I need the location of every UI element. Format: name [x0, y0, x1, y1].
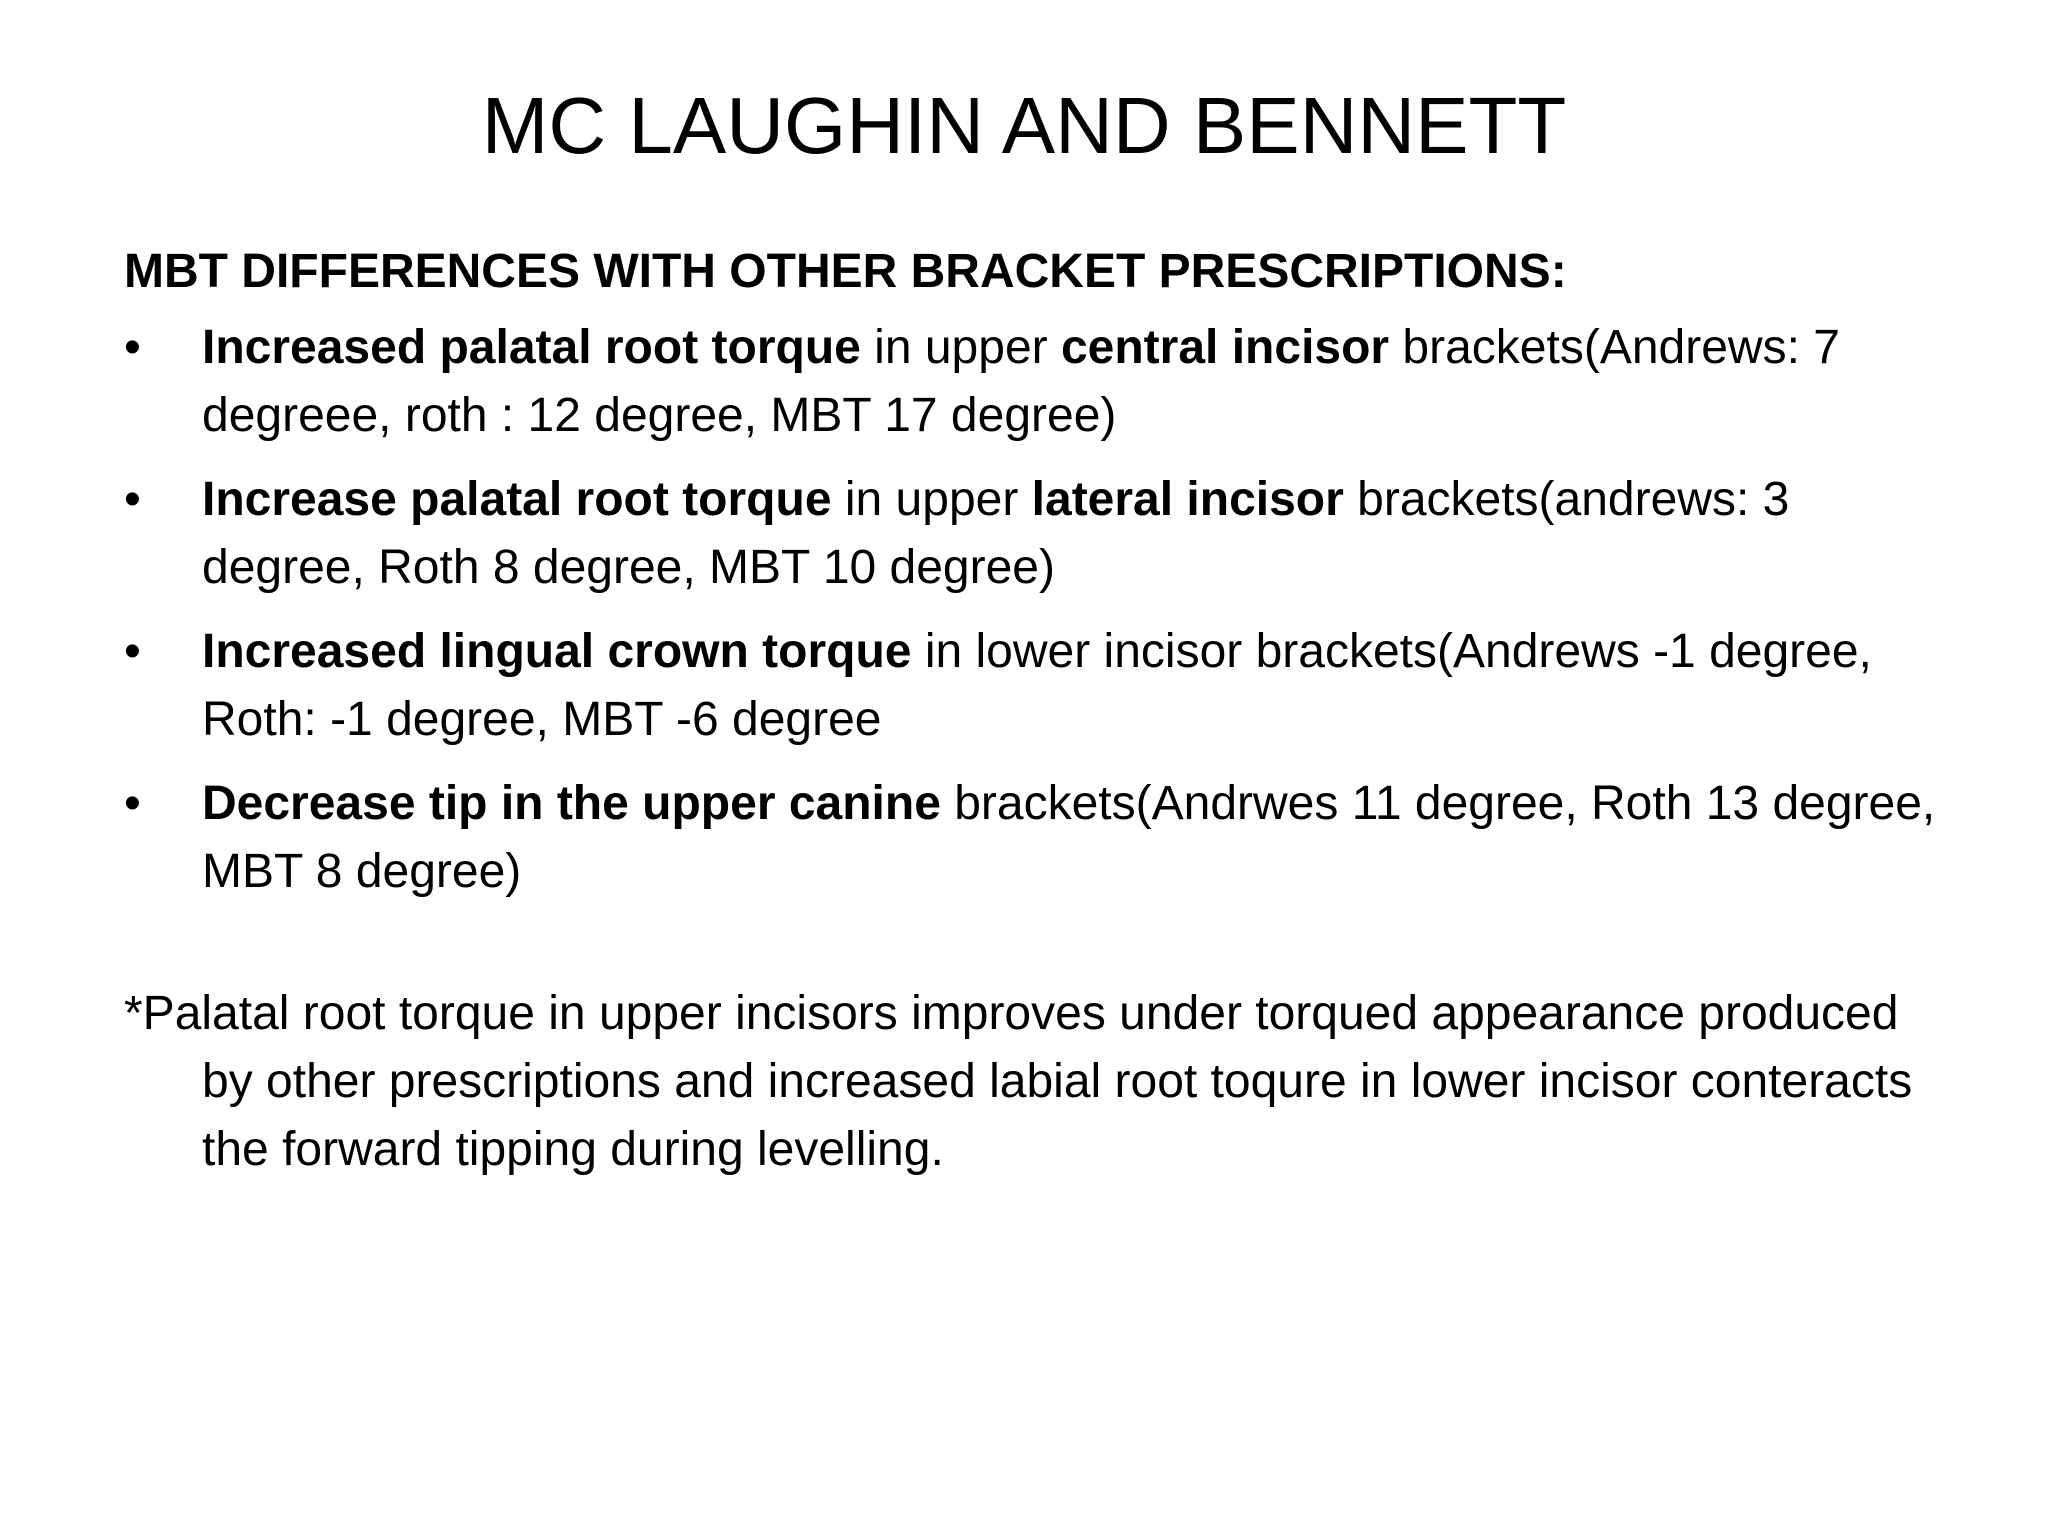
bullet-dot: • — [124, 777, 141, 830]
bullet-bold-text: central incisor — [1060, 321, 1390, 374]
bullet-bold-text: Decrease tip in the upper canine — [202, 777, 941, 830]
bullet-bold-text: Increase palatal root torque — [202, 473, 832, 526]
bullet-bold-text: Increased lingual crown torque — [202, 625, 912, 678]
footnote: *Palatal root torque in upper incisors improves under torqued appearance produced by other prescriptions and increased labial root toqure in lower incisor conteracts the forward tipping during levelling. — [124, 987, 1913, 1176]
bullet-text: brackets(Andrews: 7 degreee, roth : 12 degree, MBT 17 degree) — [202, 321, 1840, 442]
bullet-list — [124, 314, 1954, 906]
bullet-item-upper-canine — [124, 770, 1954, 906]
bullet-bold-text: Increased palatal root torque — [202, 321, 861, 374]
bullet-text: in upper — [831, 473, 1032, 526]
bullet-text: in lower incisor brackets(Andrews -1 degree, Roth: -1 degree, MBT -6 degree — [202, 625, 1872, 746]
bullet-item-lateral-incisor — [124, 466, 1954, 602]
bullet-item-lower-incisor — [124, 618, 1954, 754]
bullet-dot: • — [124, 321, 141, 374]
bullet-text: in upper — [860, 321, 1061, 374]
bullet-dot: • — [124, 625, 141, 678]
bullet-item-central-incisor — [124, 314, 1954, 450]
bullet-bold-text: lateral incisor — [1031, 473, 1344, 526]
bullet-text: brackets(Andrwes 11 degree, Roth 13 degree, MBT 8 degree) — [202, 777, 1936, 898]
bullet-dot: • — [124, 473, 141, 526]
subheading: MBT DIFFERENCES WITH OTHER BRACKET PRESCRIPTIONS: — [124, 245, 1567, 298]
slide-content — [124, 238, 1954, 1184]
slide-title: MC LAUGHIN AND BENNETT — [481, 81, 1567, 170]
bullet-text: brackets(andrews: 3 degree, Roth 8 degree, MBT 10 degree) — [202, 473, 1790, 594]
